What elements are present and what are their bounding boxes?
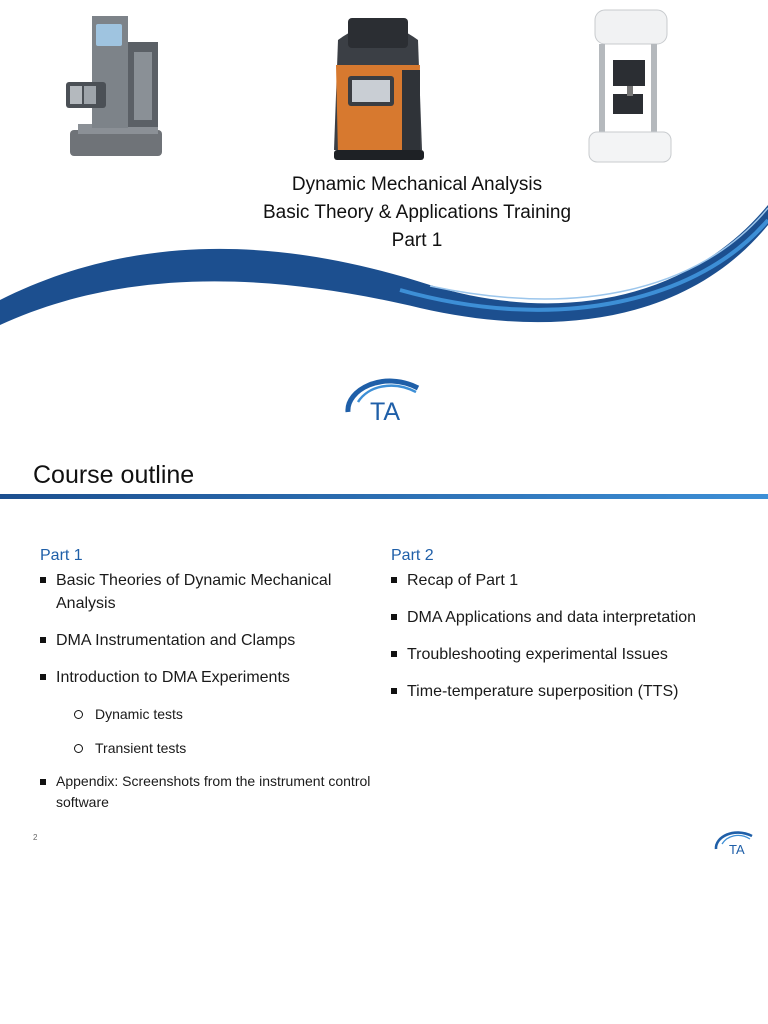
page-number: 2 [33, 833, 38, 842]
part2-list [391, 569, 751, 703]
list-item: Basic Theories of Dynamic Mechanical Analysis [40, 569, 380, 615]
decorative-swoosh [0, 190, 768, 340]
list-item: Recap of Part 1 [391, 569, 751, 592]
list-item: Introduction to DMA Experiments [40, 666, 380, 689]
square-bullet-icon [391, 651, 397, 657]
page-title: Course outline [33, 461, 195, 489]
square-bullet-icon [391, 688, 397, 694]
title-slide [0, 0, 768, 450]
ta-logo-text: TA [370, 398, 401, 426]
circle-bullet-icon [74, 744, 83, 753]
dma-instrument-image-right [585, 8, 675, 168]
list-item: Appendix: Screenshots from the instrument control software [40, 771, 380, 813]
sub-list-item: Dynamic tests [40, 703, 380, 726]
circle-bullet-icon [74, 710, 83, 719]
part2-column [391, 547, 751, 717]
square-bullet-icon [40, 779, 46, 785]
ta-logo-text: TA [729, 842, 745, 857]
square-bullet-icon [40, 674, 46, 680]
dma-instrument-image-center [318, 10, 438, 165]
slide-title-line-3: Part 1 [391, 230, 443, 251]
title-divider [0, 493, 768, 501]
list-item: Troubleshooting experimental Issues [391, 643, 751, 666]
ta-logo [712, 827, 756, 857]
sub-list-item: Transient tests [40, 737, 380, 760]
dma-instrument-image-left [60, 12, 170, 162]
slide-title-line-1: Dynamic Mechanical Analysis [291, 174, 543, 195]
list-item: DMA Instrumentation and Clamps [40, 629, 380, 652]
part1-column [40, 547, 380, 827]
square-bullet-icon [391, 614, 397, 620]
square-bullet-icon [40, 637, 46, 643]
square-bullet-icon [40, 577, 46, 583]
slide-title-line-2: Basic Theory & Applications Training [262, 202, 572, 223]
list-item: DMA Applications and data interpretation [391, 606, 751, 629]
part1-heading: Part 1 [40, 547, 83, 564]
ta-logo [338, 372, 430, 426]
part1-list [40, 569, 380, 813]
list-item: Time-temperature superposition (TTS) [391, 680, 751, 703]
course-outline-slide [0, 455, 768, 865]
square-bullet-icon [391, 577, 397, 583]
part2-heading: Part 2 [391, 547, 434, 564]
